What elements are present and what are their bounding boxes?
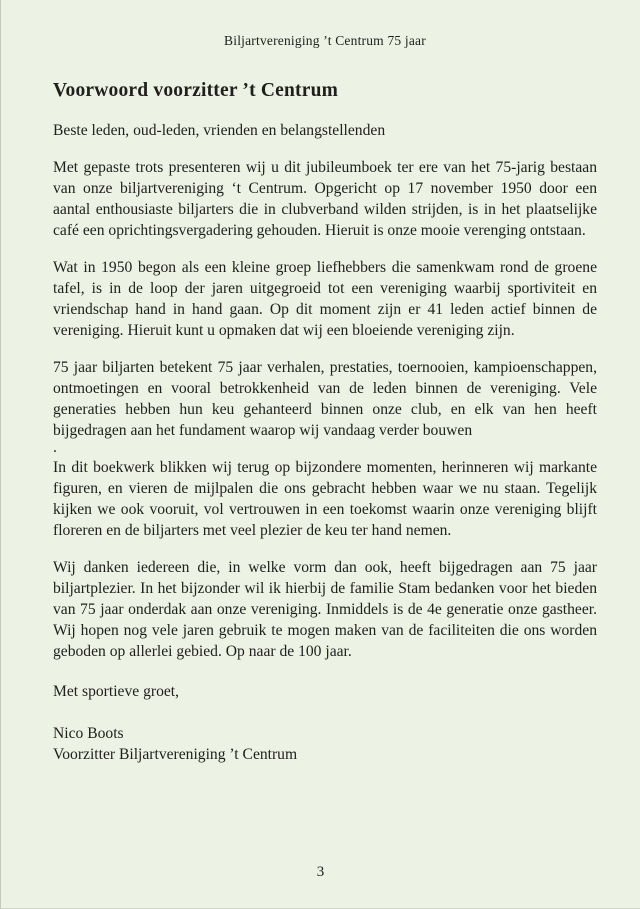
page-number: 3 (316, 864, 325, 880)
page-content (1, 0, 640, 765)
page-title: Voorwoord voorzitter ’t Centrum (53, 80, 339, 101)
paragraph-intro: Met gepaste trots presenteren wij u dit jubileumboek ter ere van het 75-jarig bestaan van onze biljartvereniging ‘t Centrum. Opgericht op 17 november 1950 door een aantal enthousiaste biljarters die in clubverband wilden strijden, is in het plaatselijke café een oprichtingsvergadering gehouden. Hieruit is onze mooie verenging ontstaan. (53, 159, 597, 239)
salutation-line: Beste leden, oud-leden, vrienden en belangstellenden (53, 122, 386, 139)
paragraph-boekwerk: In dit boekwerk blikken wij terug op bijzondere momenten, herinneren wij markante figuren, en vieren de mijlpalen die ons gebracht hebben waar we nu staan. Tegelijk kijken we ook vooruit, vol vertrouwen in een toekomst waarin onze vereniging blijft floreren en de biljarters met veel plezier de keu ter hand nemen. (53, 459, 597, 539)
signature-name: Nico Boots (53, 725, 124, 742)
running-header: Biljartvereniging ’t Centrum 75 jaar (224, 33, 426, 48)
closing-line: Met sportieve groet, (53, 683, 180, 700)
paragraph-thanks: Wij danken iedereen die, in welke vorm dan ook, heeft bijgedragen aan 75 jaar biljartplezier. In het bijzonder wil ik hierbij de familie Stam bedanken voor het bieden van 75 jaar onderdak aan onze vereniging. Inmiddels is de 4e generatie onze gastheer. Wij hopen nog vele jaren gebruik te mogen maken van de faciliteiten die ons worden geboden op allerlei gebied. Op naar de 100 jaar. (53, 559, 597, 660)
paragraph-history: Wat in 1950 begon als een kleine groep liefhebbers die samenkwam rond de groene tafel, is in de loop der jaren uitgegroeid tot een vereniging waarbij sportiviteit en vriendschap hand in hand gaan. Op dit moment zijn er 41 leden actief binnen de vereniging. Hieruit kunt u opmaken dat wij een bloeiende vereniging zijn. (53, 259, 597, 339)
stray-period-line: . (53, 439, 57, 456)
paragraph-75-years: 75 jaar biljarten betekent 75 jaar verhalen, prestaties, toernooien, kampioenschappen, ontmoetingen en vooral betrokkenheid van de leden binnen de vereniging. Vele generaties hebben hun keu gehanteerd binnen onze club, en elk van hen heeft bijgedragen aan het fundament waarop wij vandaag verder bouwen (53, 359, 597, 439)
signature-role: Voorzitter Biljartvereniging ’t Centrum (53, 746, 298, 763)
signature-block (53, 723, 597, 765)
